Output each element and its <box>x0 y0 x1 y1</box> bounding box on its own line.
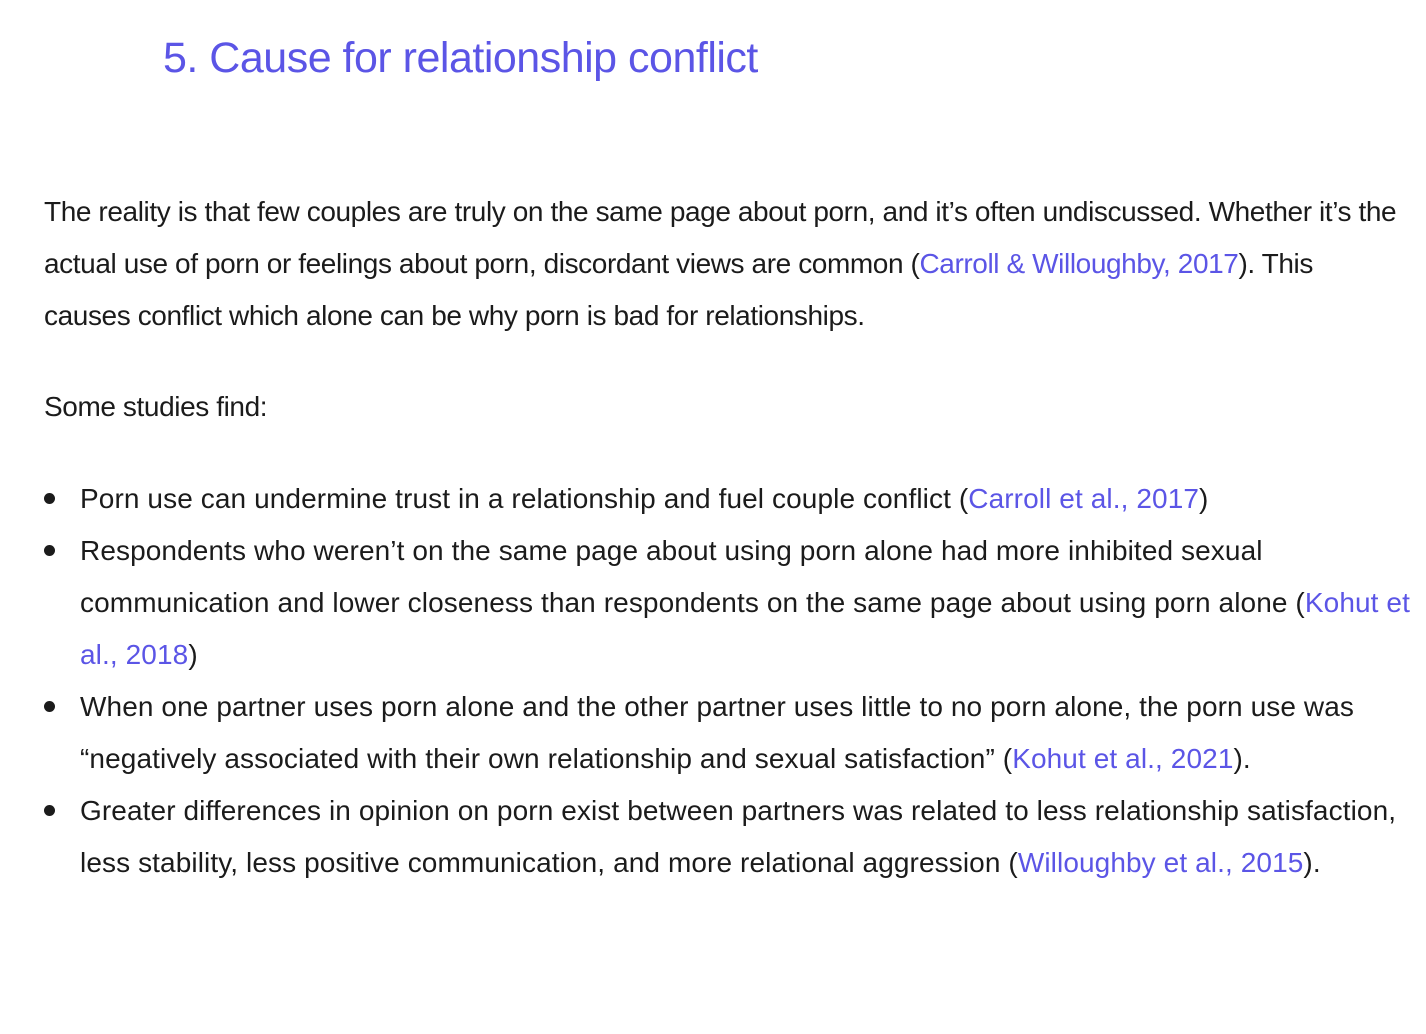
citation-link[interactable]: Carroll et al., 2017 <box>968 483 1200 514</box>
bullet-icon <box>44 545 55 556</box>
finding-closing: ). <box>1233 743 1251 774</box>
finding-closing: ) <box>1199 483 1209 514</box>
finding-text: Respondents who weren’t on the same page about using porn alone had more inhibited sexual communication and lower closeness than respondents on the same page about using porn alone ( <box>80 535 1305 618</box>
list-item <box>44 785 1414 889</box>
studies-lead: Some studies find: <box>44 391 268 422</box>
list-item <box>44 681 1414 785</box>
finding-text: Greater differences in opinion on porn exist between partners was related to less relationship satisfaction, less stability, less positive communication, and more relational aggression ( <box>80 795 1397 878</box>
bullet-icon <box>44 805 55 816</box>
citation-link[interactable]: Carroll & Willoughby, 2017 <box>919 248 1239 279</box>
findings-list <box>44 473 1414 889</box>
finding-closing: ). <box>1303 847 1321 878</box>
citation-link[interactable]: Kohut et al., 2018 <box>80 587 1410 670</box>
bullet-icon <box>44 701 55 712</box>
finding-text: Porn use can undermine trust in a relationship and fuel couple conflict ( <box>80 483 969 514</box>
intro-paragraph <box>44 186 1404 342</box>
finding-text: When one partner uses porn alone and the other partner uses little to no porn alone, the porn use was “negatively associated with their own relationship and sexual satisfaction” ( <box>80 691 1355 774</box>
section-heading: 5. Cause for relationship conflict <box>163 34 758 82</box>
intro-text-start: The reality is that few couples are truly on the same page about porn, and it’s often undiscussed. Whether it’s the actual use of porn or feelings about porn, discordant views are common ( <box>44 196 1397 279</box>
list-item <box>44 525 1414 681</box>
intro-text-end: ). This causes conflict which alone can be why porn is bad for relationships. <box>44 248 1313 331</box>
citation-link[interactable]: Kohut et al., 2021 <box>1012 743 1234 774</box>
finding-closing: ) <box>188 639 198 670</box>
citation-link[interactable]: Willoughby et al., 2015 <box>1017 847 1304 878</box>
list-item <box>44 473 1414 525</box>
bullet-icon <box>44 493 55 504</box>
